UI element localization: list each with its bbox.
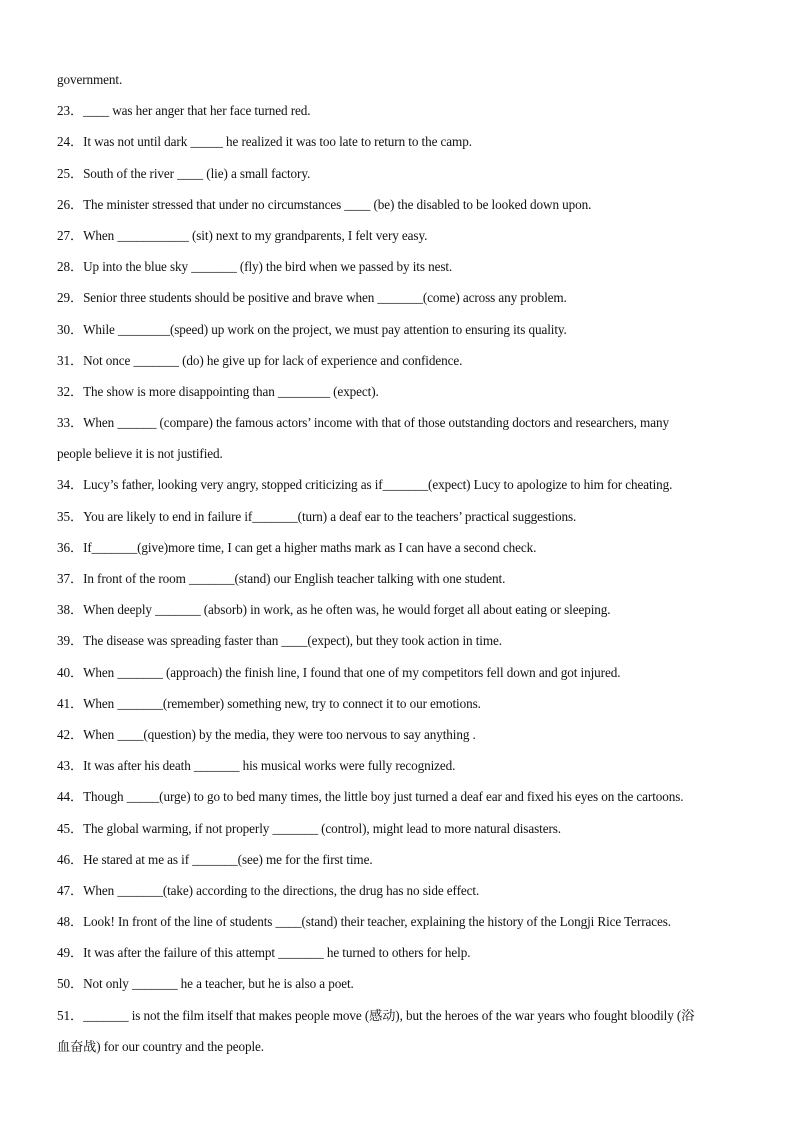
question-29: 29．Senior three students should be positive and brave when _______(come) across any problem. xyxy=(57,290,567,306)
question-38: 38．When deeply _______ (absorb) in work, as he often was, he would forget all about eating or sleeping. xyxy=(57,602,611,618)
question-35: 35．You are likely to end in failure if_______(turn) a deaf ear to the teachers’ practical suggestions. xyxy=(57,508,577,524)
question-42: 42．When ____(question) by the media, they were too nervous to say anything . xyxy=(57,726,476,742)
question-46: 46．He stared at me as if _______(see) me for the first time. xyxy=(57,851,373,867)
question-50: 50．Not only _______ he a teacher, but he is also a poet. xyxy=(57,976,354,992)
question-41: 41．When _______(remember) something new, try to connect it to our emotions. xyxy=(57,695,481,711)
question-27: 27．When ___________ (sit) next to my grandparents, I felt very easy. xyxy=(57,227,428,243)
question-37: 37．In front of the room _______(stand) our English teacher talking with one student. xyxy=(57,571,506,586)
question-44: 44．Though _____(urge) to go to bed many times, the little boy just turned a deaf ear and fixed his eyes on the cartoons. xyxy=(57,789,684,805)
question-51: 51．_______ is not the film itself that makes people move (感动), but the heroes of the war years who fought bloodily (浴 xyxy=(57,1007,695,1023)
question-43: 43．It was after his death _______ his musical works were fully recognized. xyxy=(57,758,456,774)
question-45: 45．The global warming, if not properly _______ (control), might lead to more natural disasters. xyxy=(57,820,561,836)
question-36: 36．If_______(give)more time, I can get a higher maths mark as I can have a second check. xyxy=(57,539,537,555)
exercise-list xyxy=(57,64,747,1062)
question-49: 49．It was after the failure of this attempt _______ he turned to others for help. xyxy=(57,945,471,961)
question-23: 23．____ was her anger that her face turned red. xyxy=(57,103,311,119)
question-25: 25．South of the river ____ (lie) a small factory. xyxy=(57,165,311,181)
question-34: 34．Lucy’s father, looking very angry, stopped criticizing as if_______(expect) Lucy to apologize to him for cheating. xyxy=(57,477,673,493)
question-32: 32．The show is more disappointing than ________ (expect). xyxy=(57,383,379,399)
question-33-continued: people believe it is not justified. xyxy=(57,446,223,462)
question-47: 47．When _______(take) according to the directions, the drug has no side effect. xyxy=(57,882,480,898)
question-26: 26．The minister stressed that under no circumstances ____ (be) the disabled to be looked down upon. xyxy=(57,196,592,212)
question-48: 48．Look! In front of the line of students ____(stand) their teacher, explaining the history of the Longji Rice Terraces. xyxy=(57,914,671,930)
question-24: 24．It was not until dark _____ he realized it was too late to return to the camp. xyxy=(57,134,472,150)
question-51-continued: 血奋战) for our country and the people. xyxy=(57,1038,264,1054)
question-30: 30．While ________(speed) up work on the project, we must pay attention to ensuring its quality. xyxy=(57,321,567,337)
question-33: 33．When ______ (compare) the famous actors’ income with that of those outstanding doctors and researchers, many xyxy=(57,415,669,431)
question-40: 40．When _______ (approach) the finish line, I found that one of my competitors fell down and got injured. xyxy=(57,664,621,680)
text-line: government. xyxy=(57,72,123,87)
question-31: 31．Not once _______ (do) he give up for lack of experience and confidence. xyxy=(57,352,463,368)
question-39: 39．The disease was spreading faster than ____(expect), but they took action in time. xyxy=(57,633,502,649)
question-28: 28．Up into the blue sky _______ (fly) the bird when we passed by its nest. xyxy=(57,259,453,275)
